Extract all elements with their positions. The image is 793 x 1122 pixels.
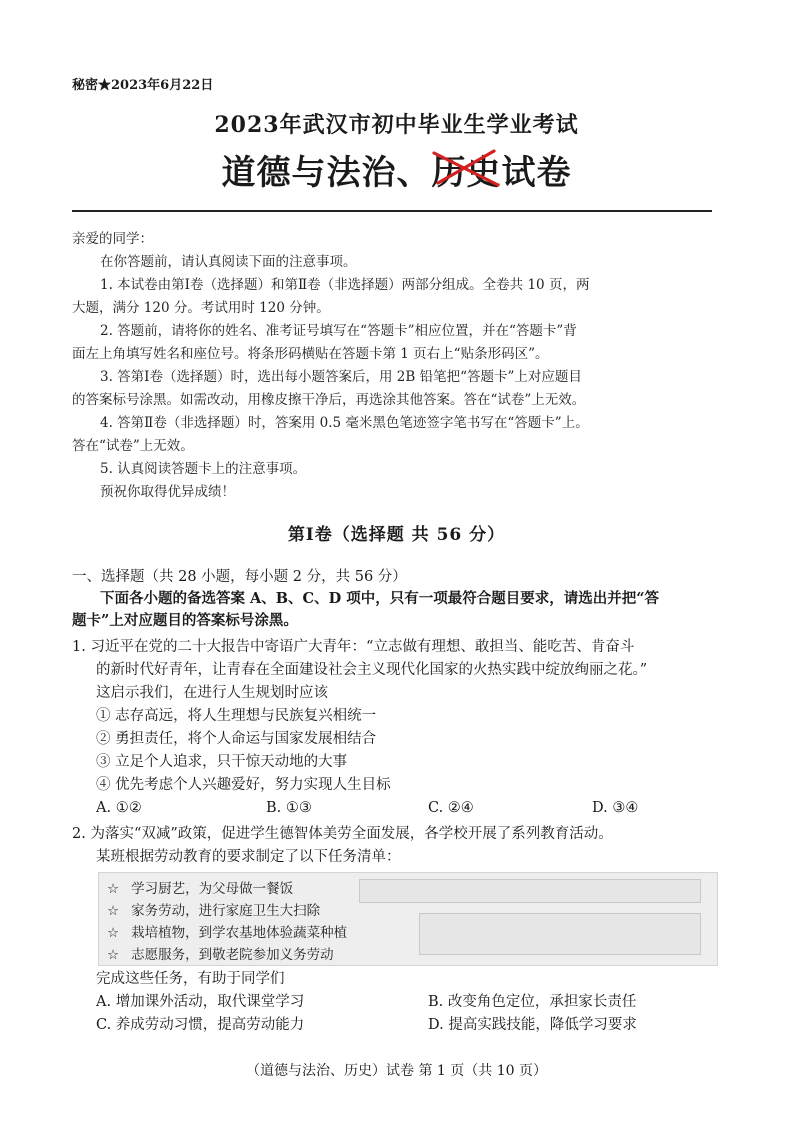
notice-item-1b: 大题，满分 120 分。考试用时 120 分钟。 xyxy=(72,300,330,316)
page-footer: （道德与法治、历史）试卷 第 1 页（共 10 页） xyxy=(246,1063,547,1079)
paper-title-subject: 道德与法治、 xyxy=(221,153,432,193)
struck-subject xyxy=(432,145,502,194)
struck-subject-text: 历史 xyxy=(431,153,502,193)
q1-option-3: ③ 立足个人追求，只干惊天动地的大事 xyxy=(96,754,348,770)
exam-title: 2023年武汉市初中毕业生学业考试 xyxy=(214,112,579,138)
task-item-text: 家务劳动，进行家庭卫生大扫除 xyxy=(131,903,321,919)
notice-item-4a: 4. 答第Ⅱ卷（非选择题）时，答案用 0.5 毫米黑色笔迹签字笔书写在“答题卡”上。 xyxy=(100,415,589,431)
star-icon: ☆ xyxy=(107,925,120,941)
q1-choice-d: D. ③④ xyxy=(592,800,639,816)
task-item-text: 志愿服务，到敬老院参加义务劳动 xyxy=(131,947,334,963)
q1-option-4: ④ 优先考虑个人兴趣爱好，努力实现人生目标 xyxy=(96,777,391,793)
q1-choice-a: A. ①② xyxy=(96,800,142,816)
background-table-shadow xyxy=(359,879,701,903)
paper-title-suffix: 试卷 xyxy=(501,153,572,193)
part-heading: 一、选择题（共 28 小题，每小题 2 分，共 56 分） xyxy=(72,569,407,585)
star-icon: ☆ xyxy=(107,881,120,897)
q2-prompt: 完成这些任务，有助于同学们 xyxy=(96,971,285,987)
notice-item-1a: 1. 本试卷由第Ⅰ卷（选择题）和第Ⅱ卷（非选择题）两部分组成。全卷共 10 页，两 xyxy=(100,277,590,293)
notice-item-5: 5. 认真阅读答题卡上的注意事项。 xyxy=(100,461,307,477)
task-item xyxy=(107,899,320,919)
paper-title xyxy=(0,145,793,194)
q1-option-1: ① 志存高远，将人生理想与民族复兴相统一 xyxy=(96,708,377,724)
q1-stem-a: 1. 习近平在党的二十大报告中寄语广大青年：“立志做有理想、敢担当、能吃苦、肯奋斗 xyxy=(72,639,635,655)
q1-stem-c: 这启示我们，在进行人生规划时应该 xyxy=(96,685,328,701)
q1-option-2: ② 勇担责任，将个人命运与国家发展相结合 xyxy=(96,731,377,747)
q2-choice-a: A. 增加课外活动，取代课堂学习 xyxy=(96,994,305,1010)
task-item xyxy=(107,877,293,897)
instruction-line-b: 题卡”上对应题目的答案标号涂黑。 xyxy=(72,612,298,629)
q2-choice-b: B. 改变角色定位，承担家长责任 xyxy=(428,994,637,1010)
q1-choice-b: B. ①③ xyxy=(266,800,312,816)
star-icon: ☆ xyxy=(107,903,120,919)
q2-choice-c: C. 养成劳动习惯，提高劳动能力 xyxy=(96,1017,305,1033)
notice-greeting: 亲爱的同学： xyxy=(72,231,153,247)
star-icon: ☆ xyxy=(107,947,120,963)
q2-stem-a: 2. 为落实“双减”政策，促进学生德智体美劳全面发展，各学校开展了系列教育活动。 xyxy=(72,826,613,842)
background-table-shadow xyxy=(419,913,701,955)
notice-wish: 预祝你取得优异成绩！ xyxy=(100,484,235,500)
secret-label: 秘密★2023年6月22日 xyxy=(72,78,214,93)
notice-intro: 在你答题前，请认真阅读下面的注意事项。 xyxy=(100,254,357,270)
q1-choice-c: C. ②④ xyxy=(428,800,474,816)
section-title: 第Ⅰ卷（选择题 共 56 分） xyxy=(287,525,506,545)
notice-item-4b: 答在“试卷”上无效。 xyxy=(72,438,194,454)
instruction-line-a: 下面各小题的备选答案 A、B、C、D 项中，只有一项最符合题目要求，请选出并把“答 xyxy=(100,590,660,607)
q2-stem-b: 某班根据劳动教育的要求制定了以下任务清单： xyxy=(96,849,401,865)
task-item xyxy=(107,921,347,941)
q1-stem-b: 的新时代好青年，让青春在全面建设社会主义现代化国家的火热实践中绽放绚丽之花。” xyxy=(96,662,648,678)
task-item-text: 栽培植物，到学农基地体验蔬菜种植 xyxy=(131,925,348,941)
notice-item-3a: 3. 答第Ⅰ卷（选择题）时，选出每小题答案后，用 2B 铅笔把“答题卡”上对应题目 xyxy=(100,369,582,385)
task-item-text: 学习厨艺，为父母做一餐饭 xyxy=(131,881,294,897)
notice-item-2b: 面左上角填写姓名和座位号。将条形码横贴在答题卡第 1 页右上“贴条形码区”。 xyxy=(72,346,549,362)
notice-item-3b: 的答案标号涂黑。如需改动，用橡皮擦干净后，再选涂其他答案。答在“试卷”上无效。 xyxy=(72,392,586,408)
header-divider xyxy=(72,210,712,212)
q2-choice-d: D. 提高实践技能，降低学习要求 xyxy=(428,1017,637,1033)
task-list-box xyxy=(98,872,718,966)
notice-item-2a: 2. 答题前，请将你的姓名、准考证号填写在“答题卡”相应位置，并在“答题卡”背 xyxy=(100,323,577,339)
task-item xyxy=(107,943,334,963)
